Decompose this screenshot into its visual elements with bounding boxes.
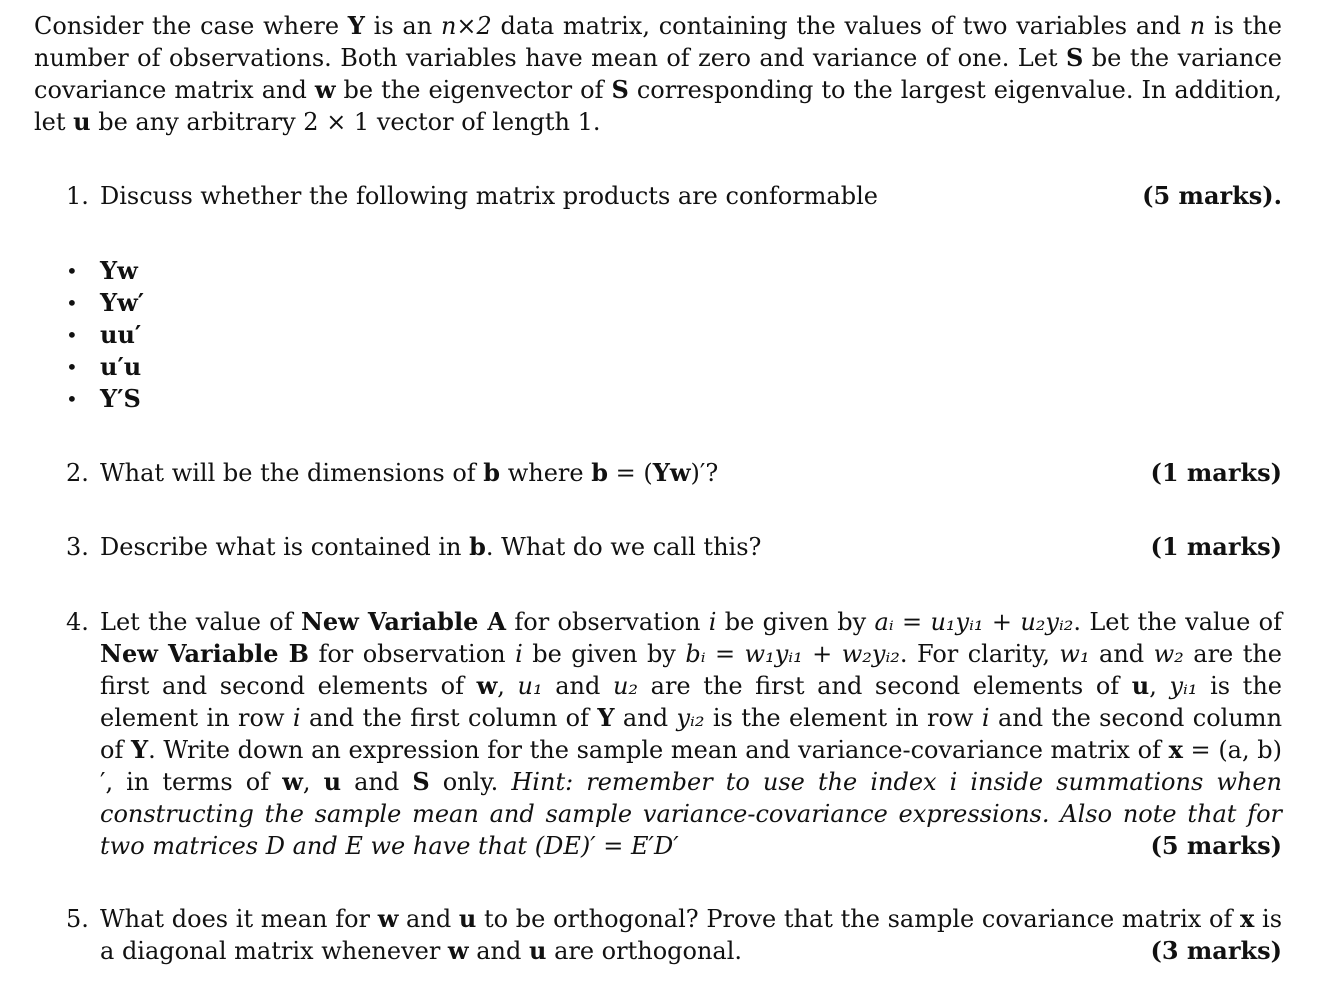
marks-value: (1 marks) (1150, 532, 1282, 561)
question-2 (66, 457, 1282, 489)
text: What will be the dimensions of (100, 459, 484, 487)
vector-u: u (528, 936, 547, 965)
element-w1: w₁ (1059, 640, 1090, 668)
intro-paragraph (34, 10, 1282, 138)
vector-w: w (377, 904, 399, 933)
dimension-expression: n×2 (440, 12, 492, 40)
text: and (398, 905, 459, 933)
intro-text: corresponding to the largest eigenvalue. In addition, let (34, 76, 1282, 136)
product-expression: Yw (100, 256, 138, 285)
vector-w: w (282, 767, 303, 796)
matrix-Y: Y (597, 703, 615, 732)
matrix-S: S (611, 75, 629, 104)
text: and (341, 768, 413, 796)
text: and the first column of (300, 704, 598, 732)
intro-text: Consider the case where (34, 12, 348, 40)
element-yi1: yᵢ₁ (1169, 672, 1198, 700)
list-item (66, 351, 144, 383)
text: be given by (716, 608, 875, 636)
text: )′? (690, 459, 719, 487)
text: are the first and second elements of (638, 672, 1132, 700)
variable-n: n (1189, 12, 1206, 40)
vector-b: b (483, 458, 501, 487)
intro-text: be the variance covariance matrix and (34, 44, 1283, 104)
new-variable-a: New Variable A (300, 607, 507, 636)
vector-u: u (73, 107, 91, 136)
new-variable-b: New Variable B (100, 639, 309, 668)
product-expression: uu′ (100, 320, 142, 349)
text: . What do we call this? (485, 533, 762, 561)
text: be given by (522, 640, 686, 668)
element-w2: w₂ (1153, 640, 1184, 668)
intro-text: be any arbitrary 2 × 1 vector of length 1. (90, 108, 601, 136)
text: is the element in row (704, 704, 982, 732)
question-4 (66, 606, 1282, 862)
matrix-Y: Y (131, 735, 149, 764)
question-number: 2. (66, 459, 89, 487)
text: What does it mean for (100, 905, 378, 933)
intro-text: be the eigenvector of (335, 76, 612, 104)
text: and (468, 937, 529, 965)
text: = ( (608, 459, 653, 487)
question-text (100, 457, 718, 489)
vector-u: u (1131, 671, 1150, 700)
list-item (66, 383, 144, 415)
equation-a: aᵢ = u₁yᵢ₁ + u₂yᵢ₂ (874, 608, 1074, 636)
product-expression: Yw′ (100, 288, 145, 317)
marks-label (1151, 457, 1283, 489)
element-u2: u₂ (612, 672, 639, 700)
index-i: i (708, 608, 717, 636)
question-text (100, 531, 761, 563)
text: , (1149, 672, 1170, 700)
question-number: 4. (66, 608, 89, 636)
text: = (a, b)′, in terms of (100, 736, 1283, 796)
text: , (302, 768, 324, 796)
marks-value: (5 marks). (1142, 181, 1282, 210)
question-3 (66, 531, 1282, 563)
question-number: 1. (66, 182, 89, 210)
vector-x: x (1168, 735, 1183, 764)
list-item (66, 319, 144, 351)
vector-w: w (476, 671, 498, 700)
marks-value: (5 marks) (1150, 831, 1282, 860)
vector-b: b (591, 458, 608, 487)
product-list (66, 255, 144, 415)
text: and (542, 672, 613, 700)
text: is a diagonal matrix whenever (100, 905, 1283, 965)
text: Describe what is contained in (100, 533, 470, 561)
question-5 (66, 903, 1282, 967)
question-text (100, 606, 1282, 862)
marks-value: (3 marks) (1150, 936, 1282, 965)
vector-x: x (1240, 904, 1255, 933)
bullet-icon: • (66, 259, 78, 283)
bullet-icon: • (66, 323, 78, 347)
question-1 (66, 180, 1282, 212)
text: to be orthogonal? Prove that the sample covariance matrix of (476, 905, 1241, 933)
matrix-Y: Y (347, 11, 365, 40)
marks-label (1151, 531, 1283, 563)
matrix-S: S (412, 767, 430, 796)
text: is the element in row (100, 672, 1282, 732)
bullet-icon: • (66, 355, 78, 379)
equation-b: bᵢ = w₁yᵢ₁ + w₂yᵢ₂ (685, 640, 900, 668)
bullet-icon: • (66, 291, 78, 315)
index-i: i (292, 704, 301, 732)
list-item (66, 287, 144, 319)
text: are the first and second elements of (100, 640, 1283, 700)
text: , (497, 672, 518, 700)
question-number: 3. (66, 533, 89, 561)
product-expression: Y′S (100, 384, 141, 413)
vector-w: w (447, 936, 469, 965)
matrix-S: S (1066, 43, 1084, 72)
product-Yw: Yw (652, 458, 691, 487)
text: for observation (506, 608, 709, 636)
text: and the second column of (100, 704, 1283, 764)
index-i: i (981, 704, 990, 732)
intro-text: is the number of observations. Both variables have mean of zero and variance of one. Let (34, 12, 1282, 72)
text: for observation (308, 640, 516, 668)
question-text: Discuss whether the following matrix products are conformable (100, 182, 878, 210)
bullet-icon: • (66, 387, 78, 411)
intro-text: data matrix, containing the values of two variables and (491, 12, 1190, 40)
text: are orthogonal. (546, 937, 743, 965)
vector-u: u (458, 904, 477, 933)
vector-w: w (314, 75, 336, 104)
text: and (614, 704, 677, 732)
text: and (1089, 640, 1154, 668)
hint-text: Hint: remember to use the index i inside summations when constructing the sample mean and sample variance-covariance expressions. Also note that for two matrices D and E we have that (DE)′ = E′D′ (100, 768, 1282, 860)
text: . Let the value of (1073, 608, 1283, 636)
text: Let the value of (100, 608, 301, 636)
question-number: 5. (66, 905, 89, 933)
intro-text: is an (364, 12, 441, 40)
text: . For clarity, (899, 640, 1060, 668)
index-i: i (515, 640, 523, 668)
text: where (500, 459, 592, 487)
vector-b: b (469, 532, 486, 561)
vector-u: u (323, 767, 342, 796)
list-item (66, 255, 144, 287)
product-expression: u′u (100, 352, 142, 381)
text: . Write down an expression for the sample mean and variance-covariance matrix of (148, 736, 1169, 764)
element-u1: u₁ (517, 672, 543, 700)
marks-label (1142, 180, 1282, 212)
marks-value: (1 marks) (1150, 458, 1282, 487)
text: only. (429, 768, 512, 796)
element-yi2: yᵢ₂ (676, 704, 705, 732)
